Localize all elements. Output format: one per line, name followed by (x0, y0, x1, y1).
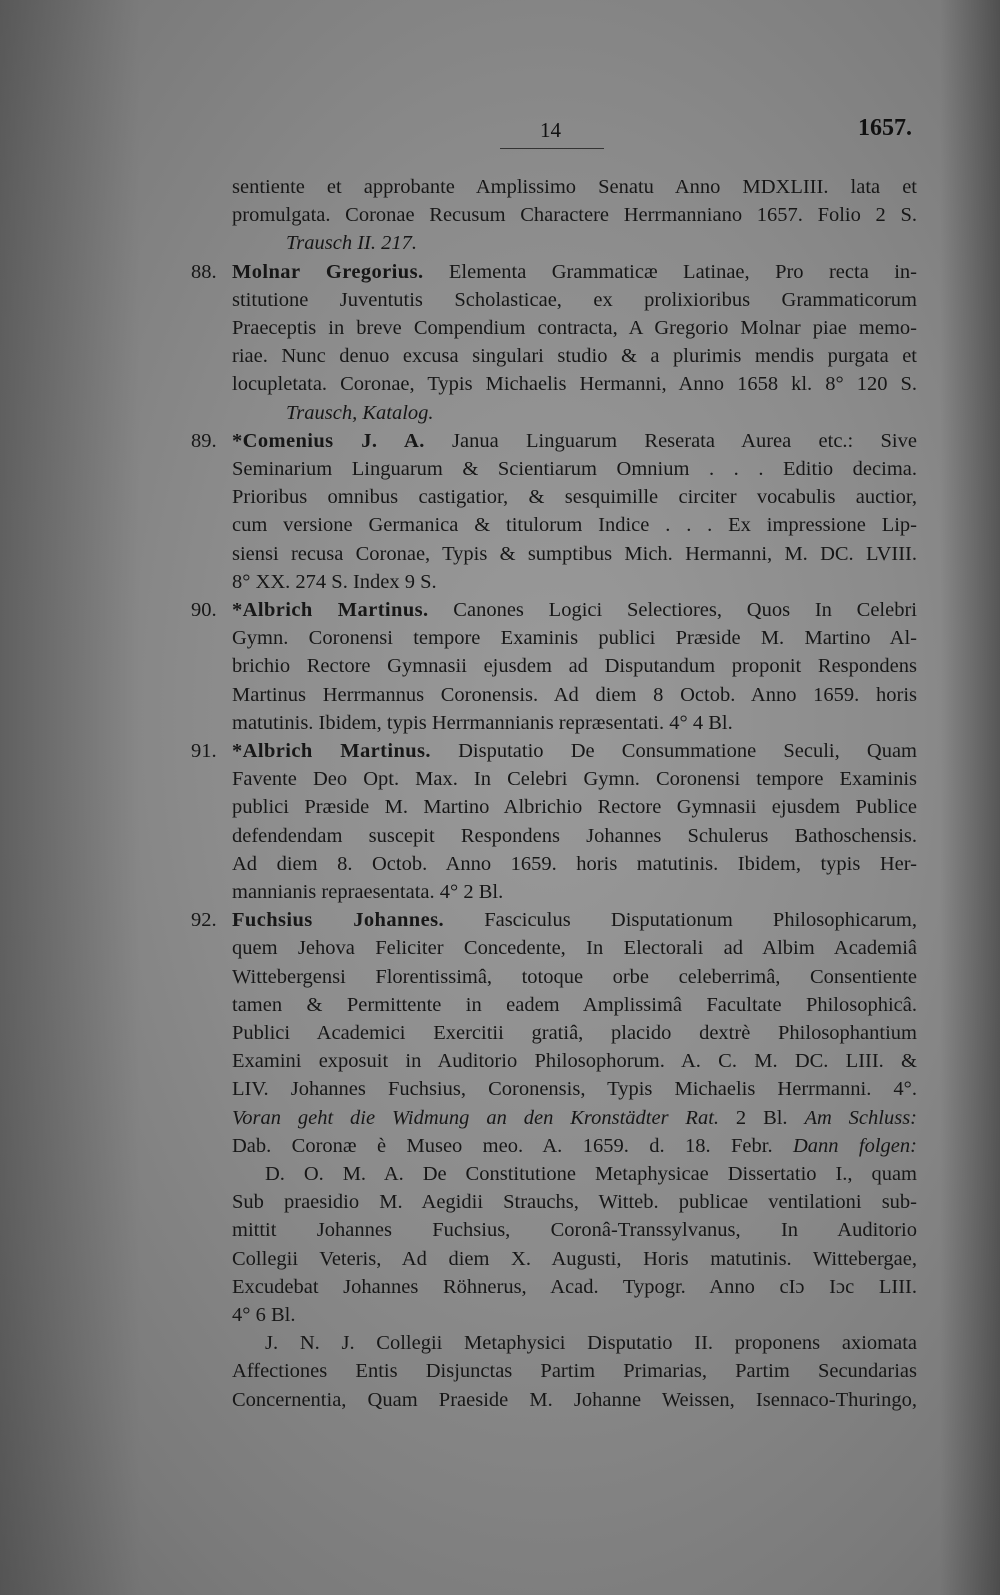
line-text: Fasciculus Disputationum Philosophicarum, (444, 909, 917, 931)
text-line (232, 1273, 917, 1301)
line-text: mannianis repraesentata. 4° 2 Bl. (232, 881, 504, 903)
line-text: Examini exposuit in Auditorio Philosophorum. A. C. M. DC. LIII. & (232, 1050, 917, 1072)
text-line (232, 681, 917, 709)
line-text: tamen & Permittente in eadem Amplissimâ Facultate Philosophicâ. (232, 994, 917, 1016)
text-line (232, 1188, 917, 1216)
text-line (232, 540, 917, 568)
text-line (232, 878, 917, 906)
entry-number: 92. (191, 909, 217, 931)
line-text: Ad diem 8. Octob. Anno 1659. horis matutinis. Ibidem, typis Her- (232, 853, 917, 875)
text-line (232, 1357, 917, 1385)
line-text: 4° 6 Bl. (232, 1304, 296, 1326)
line-text: publici Præside M. Martino Albrichio Rectore Gymnasii ejusdem Publice (232, 796, 917, 818)
text-line (232, 1216, 917, 1244)
line-text: Wittebergensi Florentissimâ, totoque orbe celeberrimâ, Consentiente (232, 966, 917, 988)
italic-note: Dann folgen: (792, 1135, 917, 1157)
text-line (232, 934, 917, 962)
line-text: Dab. Coronæ è Museo meo. A. 1659. d. 18. Febr. (232, 1135, 793, 1157)
text-line (232, 624, 917, 652)
line-text: siensi recusa Coronae, Typis & sumptibus Mich. Hermanni, M. DC. LVIII. (232, 543, 917, 565)
text-line (232, 1019, 917, 1047)
line-text: Praeceptis in breve Compendium contracta, A Gregorio Molnar piae memo- (232, 317, 917, 339)
text-line (232, 286, 917, 314)
entry-author: *Comenius J. A. (232, 430, 425, 452)
entry-number: 88. (191, 261, 217, 283)
line-text: quem Jehova Feliciter Concedente, In Electorali ad Albim Academiâ (232, 937, 917, 959)
text-line (232, 342, 917, 370)
line-text: Collegii Veteris, Ad diem X. Augusti, Horis matutinis. Wittebergae, (232, 1248, 917, 1270)
italic-note: Trausch II. 217. (286, 232, 417, 254)
line-text: Sub praesidio M. Aegidii Strauchs, Witteb. publicae ventilationi sub- (232, 1191, 917, 1213)
text-line (232, 709, 917, 737)
line-text: Elementa Grammaticæ Latinae, Pro recta in- (423, 261, 917, 283)
text-line (232, 850, 917, 878)
entry-number: 91. (191, 740, 217, 762)
text-line (232, 737, 917, 765)
line-text: Seminarium Linguarum & Scientiarum Omnium . . . Editio decima. (232, 458, 917, 480)
page-header (0, 115, 1000, 152)
italic-note: Trausch, Katalog. (286, 402, 434, 424)
line-text: 2 Bl. (719, 1107, 805, 1129)
text-line (232, 765, 917, 793)
text-line (232, 455, 917, 483)
text-line (232, 596, 917, 624)
text-line (286, 399, 917, 427)
line-text: D. O. M. A. De Constitutione Metaphysicae Dissertatio I., quam (265, 1163, 917, 1185)
line-text: Favente Deo Opt. Max. In Celebri Gymn. Coronensi tempore Examinis (232, 768, 917, 790)
line-text: Gymn. Coronensi tempore Examinis publici Præside M. Martino Al- (232, 627, 917, 649)
line-text: Janua Linguarum Reserata Aurea etc.: Sive (424, 430, 917, 452)
text-line (232, 1386, 917, 1414)
page-year: 1657. (858, 115, 912, 141)
text-line (232, 201, 917, 229)
line-text: Disputatio De Consummatione Seculi, Quam (430, 740, 917, 762)
italic-note: Voran geht die Widmung an den Kronstädter Rat. (232, 1107, 720, 1129)
line-text: Martinus Herrmannus Coronensis. Ad diem 8 Octob. Anno 1659. horis (232, 684, 917, 706)
line-text: defendendam suscepit Respondens Johannes Schulerus Bathoschensis. (232, 825, 917, 847)
text-line (232, 652, 917, 680)
entry-author: *Albrich Martinus. (232, 599, 429, 621)
entry-number: 89. (191, 430, 217, 452)
line-text: promulgata. Coronae Recusum Charactere Herrmanniano 1657. Folio 2 S. (232, 204, 917, 226)
line-text: brichio Rectore Gymnasii ejusdem ad Disputandum proponit Respondens (232, 655, 917, 677)
text-line (232, 963, 917, 991)
text-line (232, 1301, 917, 1329)
text-line (232, 483, 917, 511)
text-line (232, 906, 917, 934)
page-number: 14 (540, 118, 561, 142)
text-line (232, 258, 917, 286)
line-text: LIV. Johannes Fuchsius, Coronensis, Typis Michaelis Herrmanni. 4°. (232, 1078, 917, 1100)
entry-number: 90. (191, 599, 217, 621)
text-line (232, 568, 917, 596)
line-text: Affectiones Entis Disjunctas Partim Primarias, Partim Secundarias (232, 1360, 917, 1382)
line-text: mittit Johannes Fuchsius, Coronâ-Transsylvanus, In Auditorio (232, 1219, 917, 1241)
text-line (232, 793, 917, 821)
line-text: cum versione Germanica & titulorum Indice . . . Ex impressione Lip- (232, 514, 917, 536)
line-text: Excudebat Johannes Röhnerus, Acad. Typogr. Anno cIɔ Iɔc LIII. (232, 1276, 917, 1298)
text-line (232, 511, 917, 539)
line-text: sentiente et approbante Amplissimo Senatu Anno MDXLIII. lata et (232, 176, 917, 198)
text-line (265, 1160, 917, 1188)
line-text: Canones Logici Selectiores, Quos In Celebri (428, 599, 917, 621)
line-text: Publici Academici Exercitii gratiâ, placido dextrè Philosophantium (232, 1022, 917, 1044)
entry-author: *Albrich Martinus. (232, 740, 431, 762)
text-line (265, 1329, 917, 1357)
text-line (232, 1047, 917, 1075)
line-text: Concernentia, Quam Praeside M. Johanne Weissen, Isennaco-Thuringo, (232, 1389, 917, 1411)
text-line (232, 314, 917, 342)
page-shadow-left (0, 0, 140, 1595)
text-line (232, 427, 917, 455)
italic-note: Am Schluss: (804, 1107, 917, 1129)
line-text: Prioribus omnibus castigatior, & sesquimille circiter vocabulis auctior, (232, 486, 917, 508)
text-line (232, 991, 917, 1019)
line-text: 8° XX. 274 S. Index 9 S. (232, 571, 437, 593)
text-line (232, 1075, 917, 1103)
line-text: J. N. J. Collegii Metaphysici Disputatio II. proponens axiomata (265, 1332, 917, 1354)
text-line (232, 370, 917, 398)
text-line (232, 1104, 917, 1132)
text-line (232, 1132, 917, 1160)
line-text: stitutione Juventutis Scholasticae, ex prolixioribus Grammaticorum (232, 289, 917, 311)
line-text: locupletata. Coronae, Typis Michaelis Hermanni, Anno 1658 kl. 8° 120 S. (232, 373, 917, 395)
entry-author: Fuchsius Johannes. (232, 909, 445, 931)
text-line (232, 173, 917, 201)
line-text: riae. Nunc denuo excusa singulari studio & a plurimis mendis purgata et (232, 345, 917, 367)
header-rule (500, 148, 604, 149)
entry-author: Molnar Gregorius. (232, 261, 424, 283)
text-line (286, 229, 917, 257)
line-text: matutinis. Ibidem, typis Herrmannianis repræsentati. 4° 4 Bl. (232, 712, 733, 734)
text-line (232, 1245, 917, 1273)
text-line (232, 822, 917, 850)
page-shadow-right (940, 0, 1000, 1595)
